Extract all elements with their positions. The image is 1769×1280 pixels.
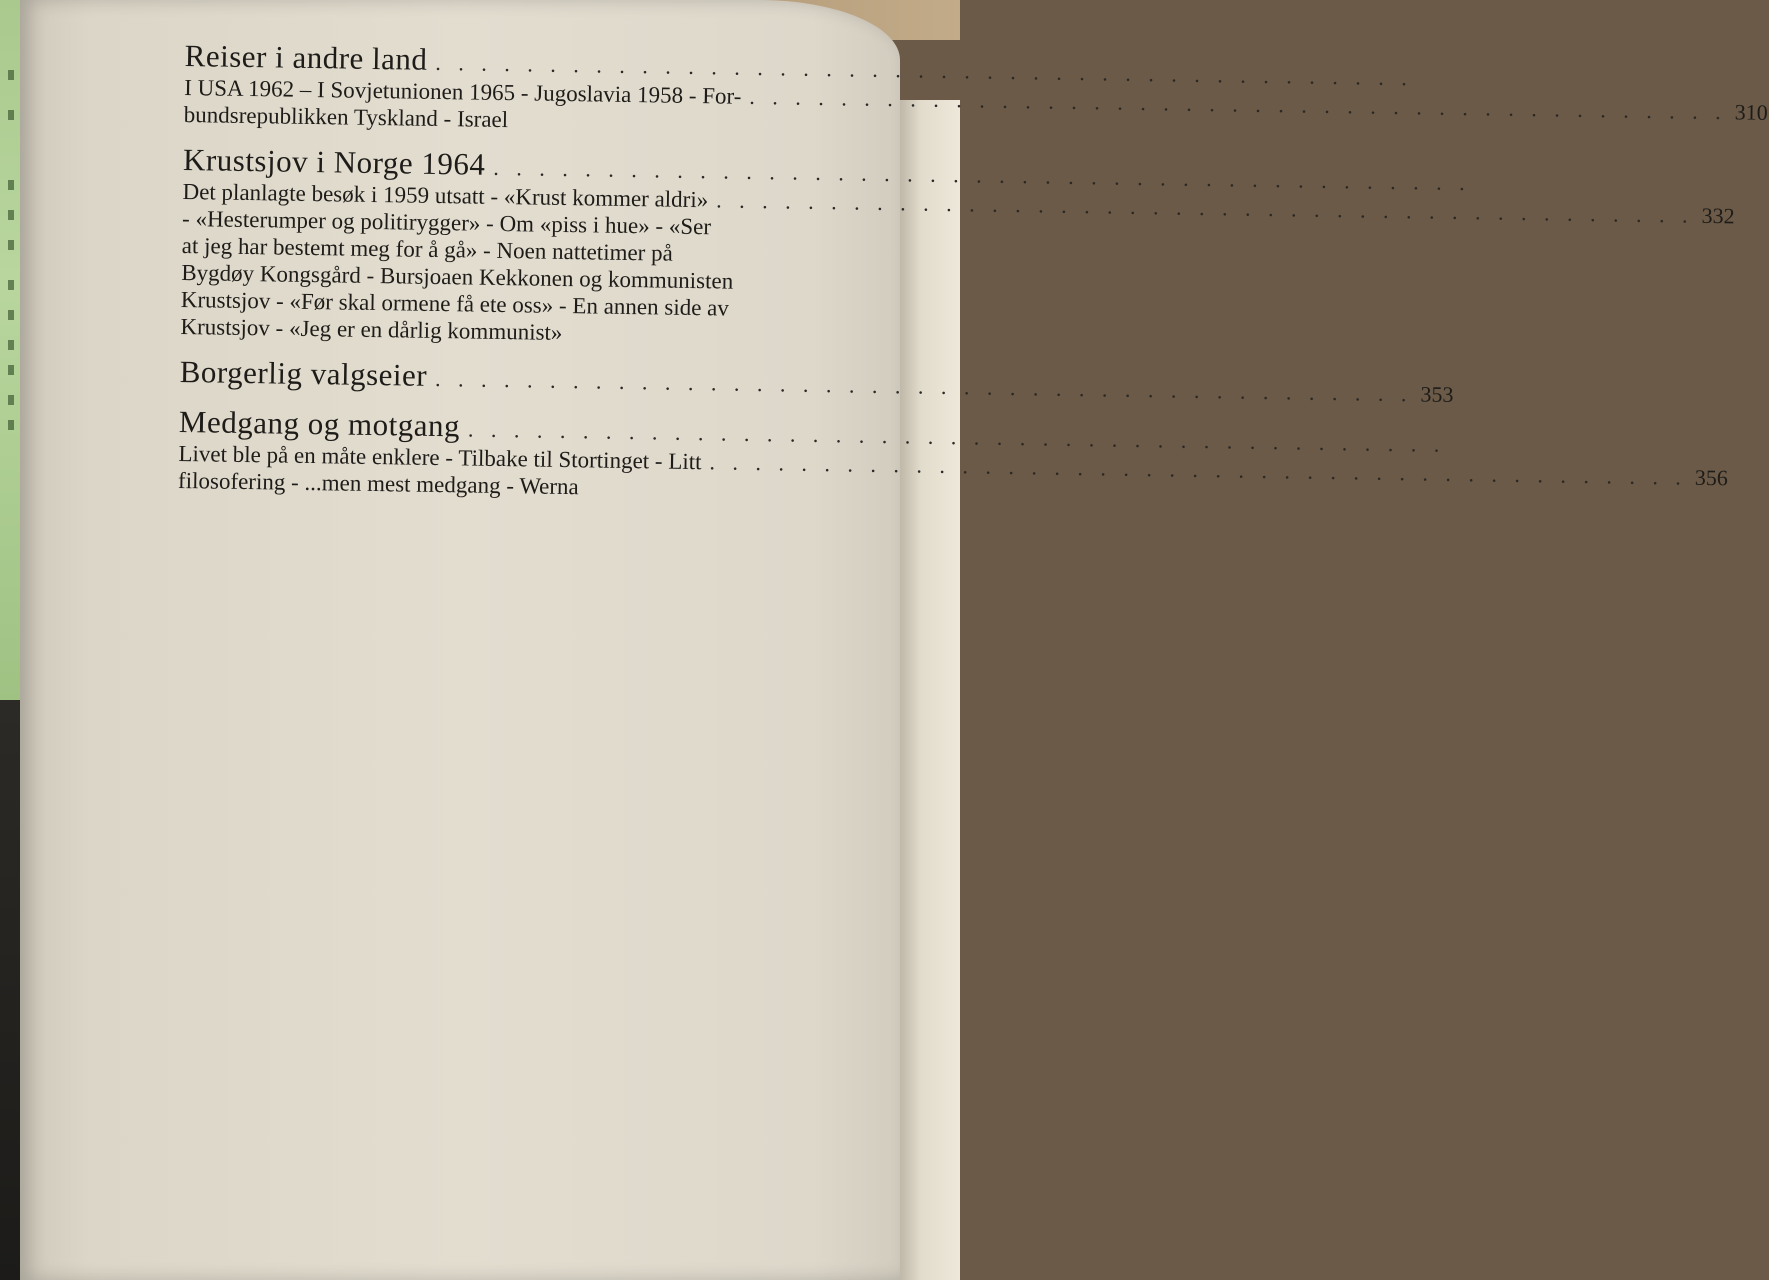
description-line: Krustsjov - «Jeg er en dårlig kommunist» [180, 313, 563, 345]
toc-entry-description [183, 74, 1768, 139]
toc-entry-heading [179, 353, 1454, 407]
book-page [20, 0, 1768, 1280]
leader-dots: . . . . . . . . . . . . . . . . . . . . . . . . . . . . . . . . . . . . . . . . . . . [493, 154, 1471, 196]
toc-entry-medgang [177, 403, 1729, 505]
facing-page-edge [900, 100, 960, 1280]
toc-entry-reiser [183, 38, 1768, 139]
description-line: Livet ble på en måte enklere - Tilbake til Stortinget - Litt . . . . . . . . . . . . . . . . . . . . . . . . . . . . . . . . . . . . . . . . . . . 356 [178, 440, 1729, 491]
toc-entry-title: Reiser i andre land [184, 38, 428, 77]
description-line: - «Hesterumper og politirygger» - Om «piss i hue» - «Ser [181, 205, 712, 240]
description-line: Krustsjov - «Før skal ormene få ete oss» - En annen side av [180, 286, 730, 321]
toc-entry-title: Medgang og motgang [178, 403, 461, 444]
toc-entry-title: Krustsjov i Norge 1964 [182, 141, 486, 182]
table-of-contents [177, 38, 1768, 519]
description-line: I USA 1962 – I Sovjetunionen 1965 - Jugoslavia 1958 - For- . . . . . . . . . . . . . . . . . . . . . . . . . . . . . . . . . . . . . . . . . . . 310 [184, 74, 1768, 125]
description-line: filosofering - ...men mest medgang - Werna [177, 467, 579, 500]
toc-page-number: 353 [1420, 381, 1454, 407]
description-line: at jeg har bestemt meg for å gå» - Noen nattetimer på [181, 232, 673, 266]
toc-entry-borgerlig [179, 353, 1454, 407]
leader-dots: . . . . . . . . . . . . . . . . . . . . . . . . . . . . . . . . . . . . . . . . . . . [434, 365, 1413, 407]
description-line: Det planlagte besøk i 1959 utsatt - «Krust kommer aldri» . . . . . . . . . . . . . . . . . . . . . . . . . . . . . . . . . . . . . . . . . . . 332 [182, 178, 1735, 229]
leader-dots: . . . . . . . . . . . . . . . . . . . . . . . . . . . . . . . . . . . . . . . . . . . [435, 49, 1414, 91]
toc-entry-description [177, 440, 1729, 505]
description-line: Bygdøy Kongsgård - Bursjoaen Kekkonen og kommunisten [181, 259, 734, 294]
leader-dots: . . . . . . . . . . . . . . . . . . . . . . . . . . . . . . . . . . . . . . . . . . . [467, 416, 1446, 457]
toc-entry-krustsjov [180, 141, 1735, 351]
toc-entry-title: Borgerlig valgseier [179, 353, 428, 393]
description-line: bundsrepublikken Tyskland - Israel [183, 101, 509, 133]
toc-page-number: 356 [1694, 464, 1729, 491]
toc-page-number: 310 [1734, 99, 1768, 125]
toc-page-number: 332 [1701, 202, 1735, 229]
toc-entry-description [180, 178, 1735, 351]
